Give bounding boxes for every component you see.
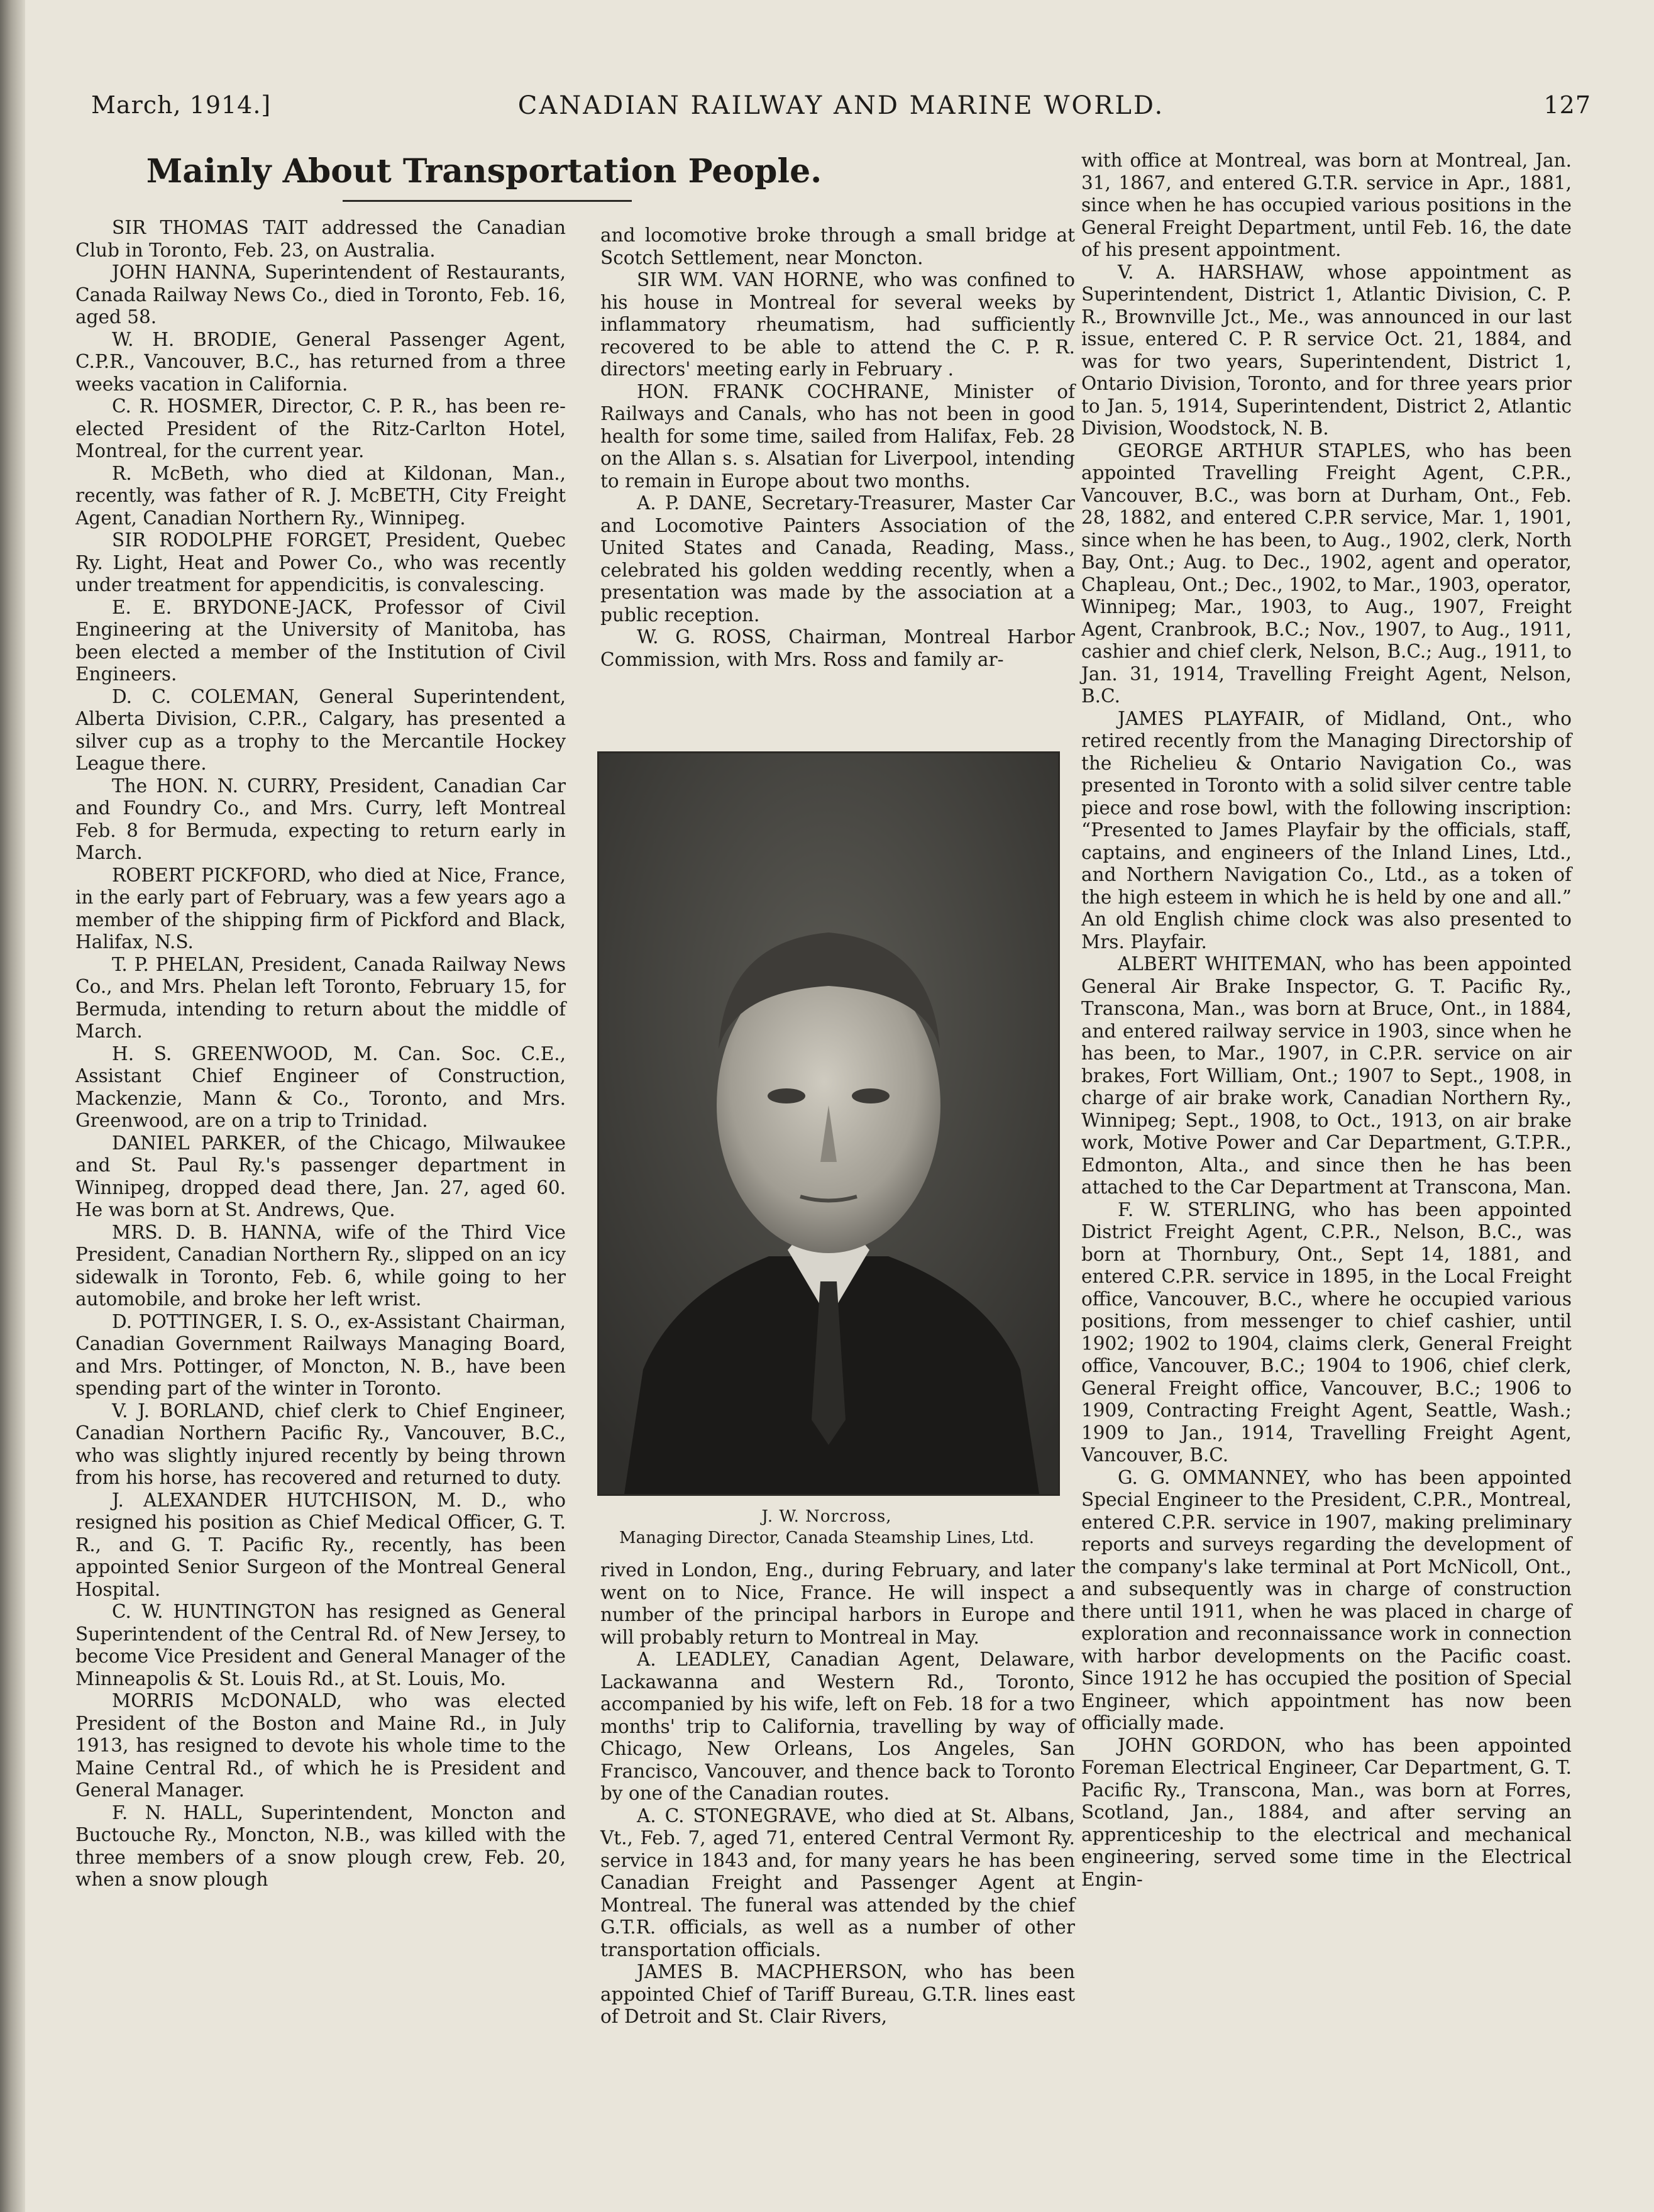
news-item: The HON. N. CURRY, President, Canadian Car and Foundry Co., and Mrs. Curry, left Montreal Feb. 8 for Bermuda, expecting to return early in March.: [75, 775, 566, 863]
news-item: JAMES PLAYFAIR, of Midland, Ont., who retired recently from the Managing Directorship of the Richelieu & Ontario Navigation Co., was presented in Toronto with a solid silver centre table piece and rose bowl, with the following inscription: “Presented to James Playfair by the officials, staff, captains, and engineers of the Inland Lines, Ltd., and Northern Navigation Co., Ltd., as a token of the high esteem in which he is held by one and all.” An old English chime clock was also presented to Mrs. Playfair.: [1081, 707, 1572, 953]
news-item: C. R. HOSMER, Director, C. P. R., has been re-elected President of the Ritz-Carlton Hotel, Montreal, for the current year.: [75, 395, 566, 462]
news-item: D. C. COLEMAN, General Superintendent, Alberta Division, C.P.R., Calgary, has presented a silver cup as a trophy to the Mercantile Hockey League there.: [75, 685, 566, 774]
news-item: MRS. D. B. HANNA, wife of the Third Vice President, Canadian Northern Ry., slipped on an icy sidewalk in Toronto, Feb. 6, while going to her automobile, and broke her left wrist.: [75, 1221, 566, 1310]
news-item: W. H. BRODIE, General Passenger Agent, C.P.R., Vancouver, B.C., has returned from a three weeks vacation in California.: [75, 328, 566, 395]
header-date: March, 1914.]: [91, 91, 272, 119]
news-item: A. LEADLEY, Canadian Agent, Delaware, Lackawanna and Western Rd., Toronto, accompanied by his wife, left on Feb. 18 for a two months' trip to California, travelling by way of Chicago, New Orleans, Los Angeles, San Francisco, Vancouver, and thence back to Toronto by one of the Canadian routes.: [600, 1649, 1075, 1804]
news-item: R. McBeth, who died at Kildonan, Man., recently, was father of R. J. McBETH, City Freight Agent, Canadian Northern Ry., Winnipeg.: [75, 462, 566, 529]
news-item: V. J. BORLAND, chief clerk to Chief Engineer, Canadian Northern Pacific Ry., Vancouver, B.C., who was slightly injured recently by being thrown from his horse, has recovered and returned to duty.: [75, 1400, 566, 1488]
portrait-illustration: [599, 753, 1058, 1494]
book-binding-shadow: [0, 0, 25, 2212]
news-item: F. W. STERLING, who has been appointed District Freight Agent, C.P.R., Nelson, B.C., was born at Thornbury, Ont., Sept 14, 1881, and entered C.P.R. service in 1895, in the Local Freight office, Vancouver, B.C., where he occupied various positions, from messenger to chief cashier, until 1902; 1902 to 1904, claims clerk, General Freight office, Vancouver, B.C.; 1904 to 1906, chief clerk, General Freight office, Vancouver, B.C.; 1906 to 1909, Contracting Freight Agent, Seattle, Wash.; 1909 to Jan., 1914, Travelling Freight Agent, Vancouver, B.C.: [1081, 1198, 1572, 1466]
news-item-continued: with office at Montreal, was born at Montreal, Jan. 31, 1867, and entered G.T.R. service in Apr., 1881, since when he has occupied various positions in the General Freight Department, until Feb. 16, the date of his present appointment.: [1081, 150, 1572, 260]
news-item: H. S. GREENWOOD, M. Can. Soc. C.E., Assistant Chief Engineer of Construction, Mackenzie, Mann & Co., Toronto, and Mrs. Greenwood, are on a trip to Trinidad.: [75, 1042, 566, 1131]
section-headline: Mainly About Transportation People.: [146, 152, 822, 191]
news-item: E. E. BRYDONE-JACK, Professor of Civil Engineering at the University of Manitoba, has been elected a member of the Institution of Civil Engineers.: [75, 596, 566, 685]
news-item: SIR WM. VAN HORNE, who was confined to his house in Montreal for several weeks by inflammatory rheumatism, had sufficiently recovered to be able to attend the C. P. R. directors' meeting early in February .: [600, 269, 1075, 380]
news-item: F. N. HALL, Superintendent, Moncton and Buctouche Ry., Moncton, N.B., was killed with the three members of a snow plough crew, Feb. 20, when a snow plough: [75, 1801, 566, 1890]
header-title: CANADIAN RAILWAY AND MARINE WORLD.: [517, 91, 1165, 120]
news-item: HON. FRANK COCHRANE, Minister of Railways and Canals, who has not been in good health for some time, sailed from Halifax, Feb. 28 on the Allan s. s. Alsatian for Liverpool, intending to remain in Europe about two months.: [600, 380, 1075, 492]
news-item: A. P. DANE, Secretary-Treasurer, Master Car and Locomotive Painters Association of the United States and Canada, Reading, Mass., celebrated his golden wedding recently, when a presentation was made by the association at a public reception.: [600, 492, 1075, 626]
news-item: J. ALEXANDER HUTCHISON, M. D., who resigned his position as Chief Medical Officer, G. T. R., and G. T. Pacific Ry., recently, has been appointed Senior Surgeon of the Montreal General Hospital.: [75, 1489, 566, 1600]
news-item: D. POTTINGER, I. S. O., ex-Assistant Chairman, Canadian Government Railways Managing Board, and Mrs. Pottinger, of Moncton, N. B., have been spending part of the winter in Toronto.: [75, 1310, 566, 1399]
news-item: ROBERT PICKFORD, who died at Nice, France, in the early part of February, was a few years ago a member of the shipping firm of Pickford and Black, Halifax, N.S.: [75, 864, 566, 953]
news-item: GEORGE ARTHUR STAPLES, who has been appointed Travelling Freight Agent, C.P.R., Vancouver, B.C., was born at Durham, Ont., Feb. 28, 1882, and entered C.P.R service, Mar. 1, 1901, since when he has been, to Aug., 1902, clerk, North Bay, Ont.; Aug. to Dec., 1902, agent and operator, Chapleau, Ont.; Dec., 1902, to Mar., 1903, operator, Winnipeg; Mar., 1903, to Aug., 1907, Freight Agent, Cranbrook, B.C.; Nov., 1907, to Aug., 1911, cashier and chief clerk, Nelson, B.C.; Aug., 1911, to Jan. 31, 1914, Travelling Freight Agent, Nelson, B.C.: [1081, 440, 1572, 707]
news-item: G. G. OMMANNEY, who has been appointed Special Engineer to the President, C.P.R., Montreal, entered C.P.R. service in 1907, making preliminary reports and surveys regarding the development of the company's lake terminal at Port McNicoll, Ont., and subsequently was in charge of construction there until 1911, when he was placed in charge of exploration and reconnaissance work in connection with harbor developments on the Pacific coast. Since 1912 he has occupied the position of Special Engineer, which appointment has now been officially made.: [1081, 1466, 1572, 1734]
news-item: SIR THOMAS TAIT addressed the Canadian Club in Toronto, Feb. 23, on Australia.: [75, 217, 566, 261]
news-item: JAMES B. MACPHERSON, who has been appointed Chief of Tariff Bureau, G.T.R. lines east of Detroit and St. Clair Rivers,: [600, 1961, 1075, 2027]
headline-rule: [343, 200, 632, 202]
column-1: [75, 217, 566, 1891]
news-item: JOHN HANNA, Superintendent of Restaurants, Canada Railway News Co., died in Toronto, Feb. 16, aged 58.: [75, 262, 566, 328]
running-header: [91, 91, 1591, 135]
news-item: JOHN GORDON, who has been appointed Foreman Electrical Engineer, Car Department, G. T. Pacific Ry., Transcona, Man., was born at Forres, Scotland, Jan., 1884, and after serving an apprenticeship to the electrical and mechanical engineering, served some time in the Electrical Engin-: [1081, 1734, 1572, 1890]
news-item: T. P. PHELAN, President, Canada Railway News Co., and Mrs. Phelan left Toronto, February 15, for Bermuda, intending to return about the middle of March.: [75, 953, 566, 1042]
news-item: V. A. HARSHAW, whose appointment as Superintendent, District 1, Atlantic Division, C. P. R., Brownville Jct., Me., was announced in our last issue, entered C. P. R service Oct. 21, 1884, and was for two years, Superintendent, District 1, Ontario Division, Toronto, and for three years prior to Jan. 5, 1914, Superintendent, District 2, Atlantic Division, Woodstock, N. B.: [1081, 261, 1572, 439]
news-item: DANIEL PARKER, of the Chicago, Milwaukee and St. Paul Ry.'s passenger department in Winnipeg, dropped dead there, Jan. 27, aged 60. He was born at St. Andrews, Que.: [75, 1132, 566, 1220]
news-item: W. G. ROSS, Chairman, Montreal Harbor Commission, with Mrs. Ross and family ar-: [600, 626, 1075, 670]
news-item-continued: and locomotive broke through a small bridge at Scotch Settlement, near Moncton.: [600, 224, 1075, 268]
news-item: SIR RODOLPHE FORGET, President, Quebec Ry. Light, Heat and Power Co., who was recently under treatment for appendicitis, is convalescing.: [75, 529, 566, 595]
news-item: C. W. HUNTINGTON has resigned as General Superintendent of the Central Rd. of New Jersey, to become Vice President and General Manager of the Minneapolis & St. Louis Rd., at St. Louis, Mo.: [75, 1601, 566, 1689]
portrait-photo: [597, 751, 1060, 1496]
column-2-bottom: [600, 1559, 1075, 2028]
caption-title: Managing Director, Canada Steamship Lines, Ltd.: [619, 1529, 1035, 1547]
news-item: MORRIS McDONALD, who was elected President of the Boston and Maine Rd., in July 1913, has resigned to devote his whole time to the Maine Central Rd., of which he is President and General Manager.: [75, 1690, 566, 1801]
caption-name: J. W. Norcross,: [761, 1507, 892, 1526]
page-number: 127: [1543, 91, 1591, 119]
news-item-continued: rived in London, Eng., during February, and later went on to Nice, France. He will inspect a number of the principal harbors in Europe and will probably return to Montreal in May.: [600, 1559, 1075, 1648]
column-3: [1081, 150, 1572, 1891]
news-item: A. C. STONEGRAVE, who died at St. Albans, Vt., Feb. 7, aged 71, entered Central Vermont Ry. service in 1843 and, for many years he has been Canadian Freight and Passenger Agent at Montreal. The funeral was attended by the chief G.T.R. officials, as well as a number of other transportation officials.: [600, 1805, 1075, 1960]
photo-caption: [569, 1506, 1084, 1549]
news-item: ALBERT WHITEMAN, who has been appointed General Air Brake Inspector, G. T. Pacific Ry., Transcona, Man., was born at Bruce, Ont., in 1884, and entered railway service in 1903, since when he has been, to Mar., 1907, in C.P.R. service on air brakes, Fort William, Ont.; 1907 to Sept., 1908, in charge of air brake work, Canadian Northern Ry., Winnipeg; Sept., 1908, to Oct., 1913, on air brake work, Motive Power and Car Department, G.T.P.R., Edmonton, Alta., and since then he has been attached to the Car Department at Transcona, Man.: [1081, 953, 1572, 1198]
column-2-top: [600, 224, 1075, 671]
